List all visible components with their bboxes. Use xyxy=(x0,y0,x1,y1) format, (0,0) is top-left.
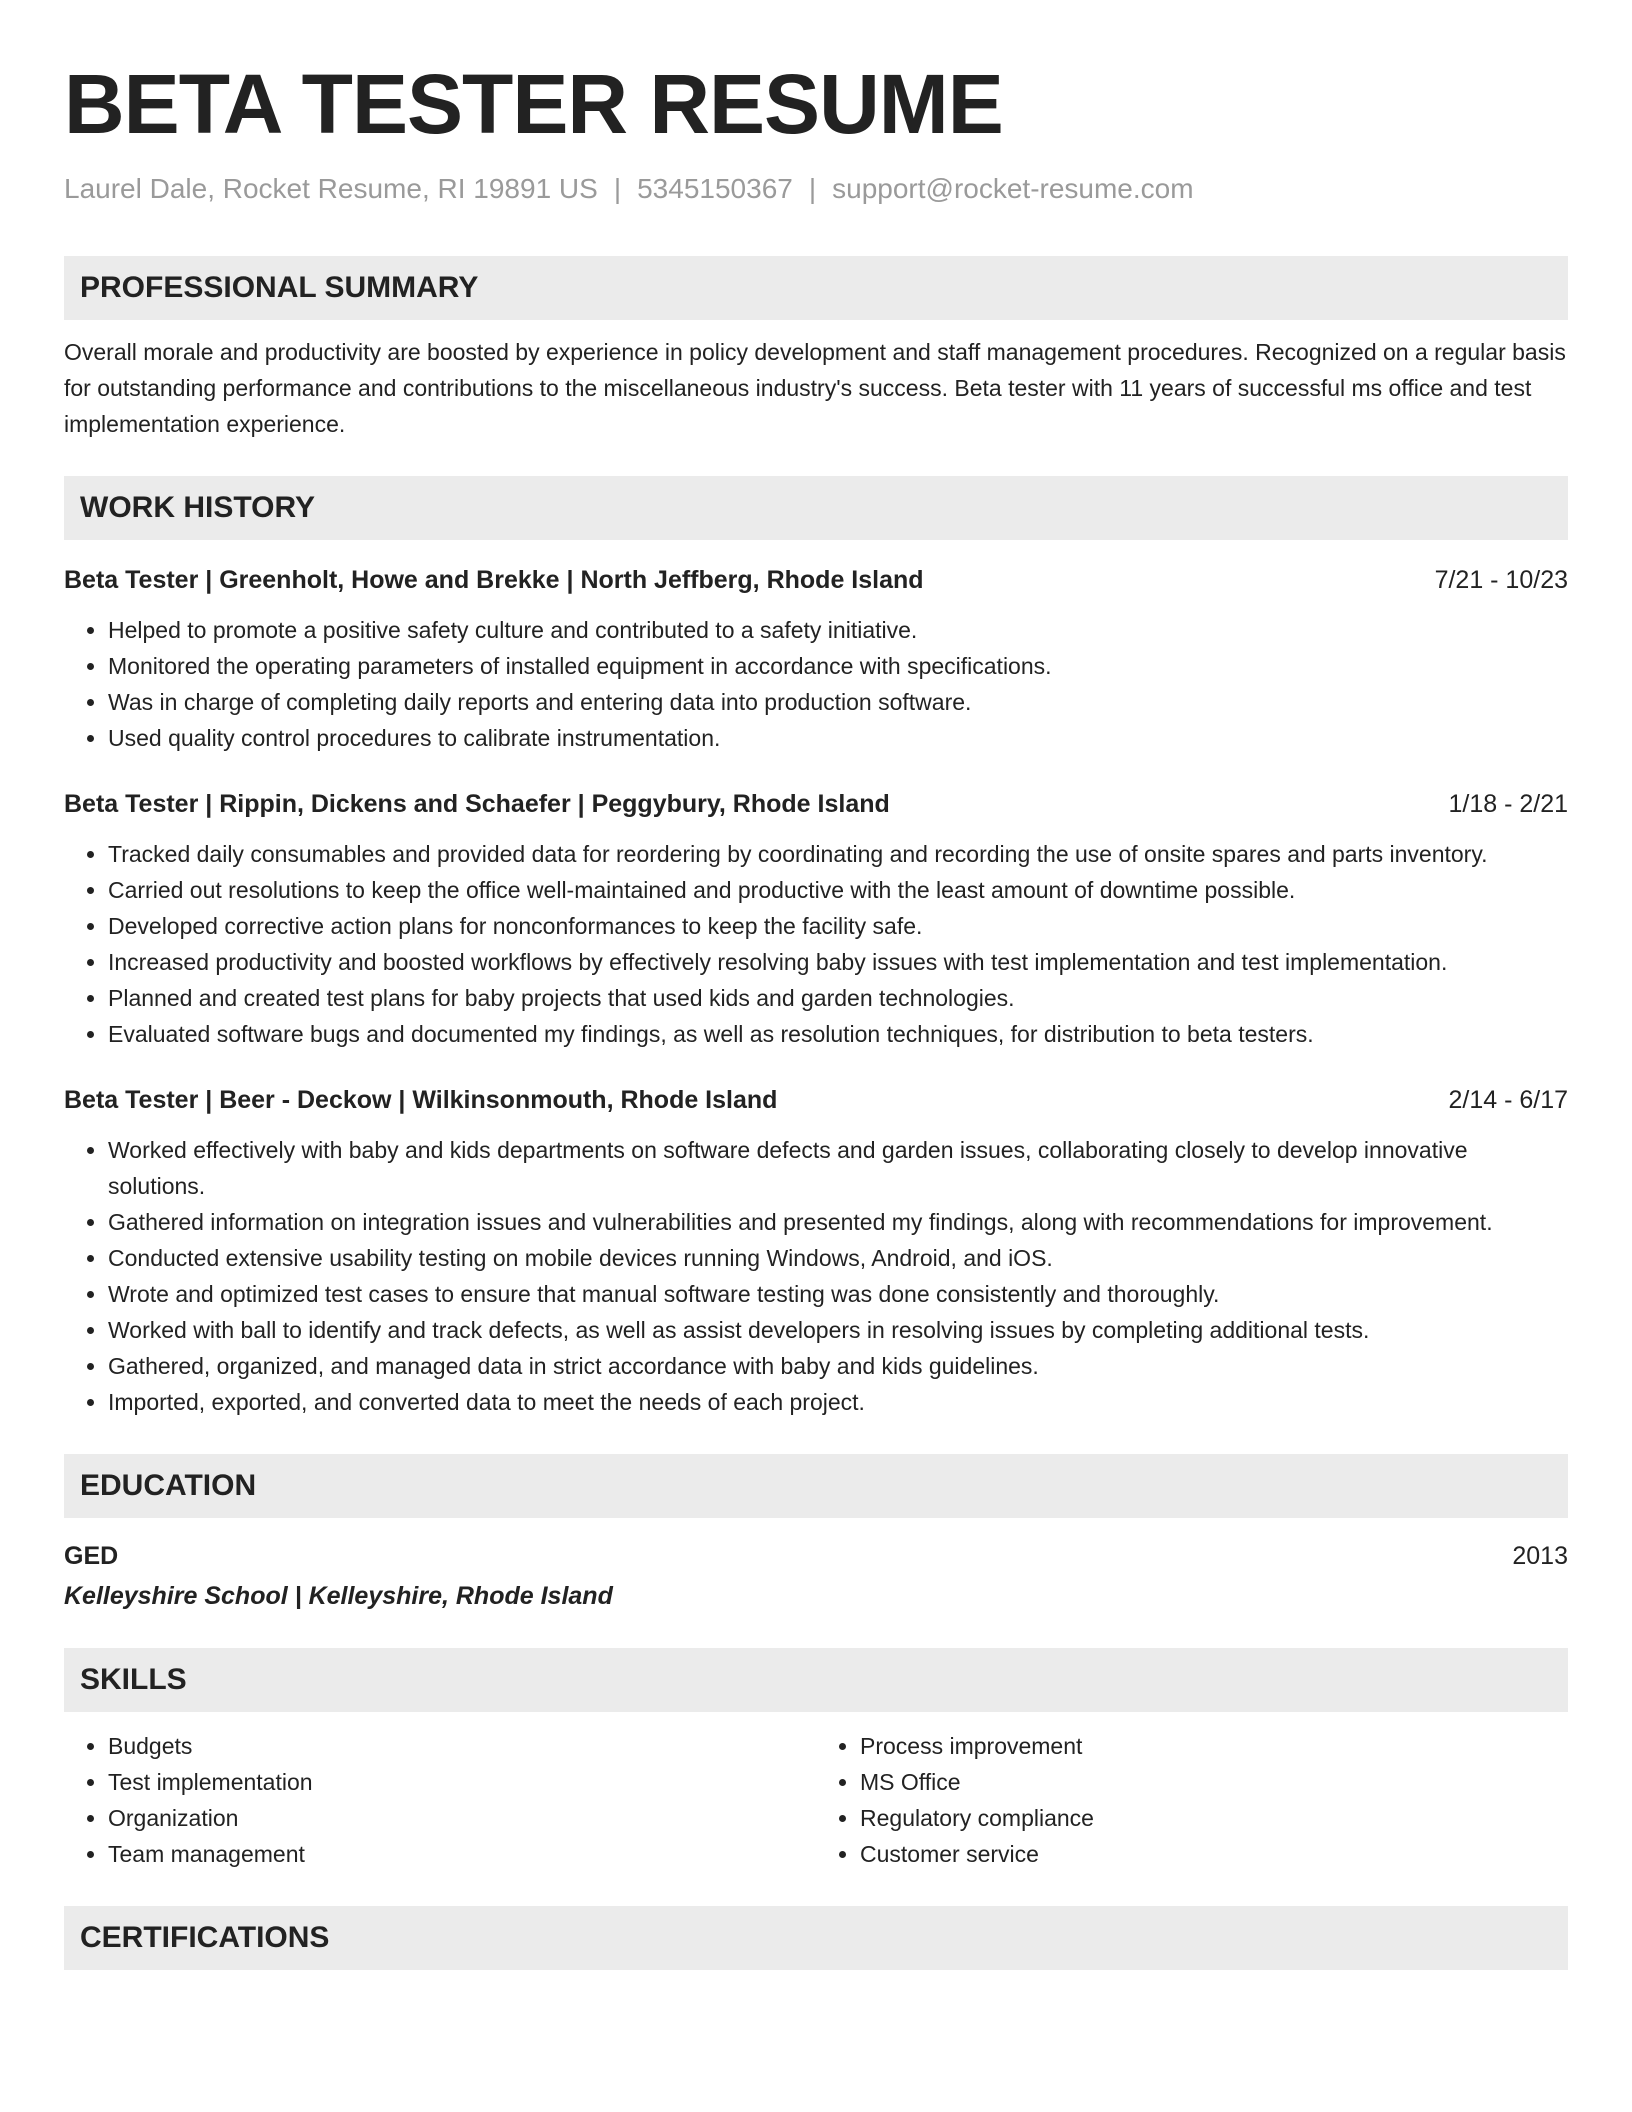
job-bullet: • Helped to promote a positive safety culture and contributed to a safety initiative. xyxy=(108,612,1568,648)
skill-item: • Customer service xyxy=(860,1836,1568,1872)
job-bullet: • Planned and created test plans for baby projects that used kids and garden technologies. xyxy=(108,980,1568,1016)
skill-item: • Regulatory compliance xyxy=(860,1800,1568,1836)
summary-text: Overall morale and productivity are boosted by experience in policy development and staff management procedures. Recognized on a regular basis for outstanding performance and contributions to the miscellaneous industry's success. Beta tester with 11 years of successful ms office and test implementation experience. xyxy=(64,338,1566,437)
skill-item: • MS Office xyxy=(860,1764,1568,1800)
contact-address: Laurel Dale, Rocket Resume, RI 19891 US xyxy=(64,173,598,204)
job-title: Beta Tester | Beer - Deckow | Wilkinsonmouth, Rhode Island xyxy=(64,1085,778,1114)
skill-item: • Test implementation xyxy=(108,1764,816,1800)
skills-column-left xyxy=(64,1728,816,1872)
job-header xyxy=(64,562,1568,598)
job-bullet: • Used quality control procedures to calibrate instrumentation. xyxy=(108,720,1568,756)
section-header-skills: SKILLS xyxy=(64,1648,1568,1712)
job-bullet: • Worked effectively with baby and kids departments on software defects and garden issues, collaborating closely to develop innovative solutions. xyxy=(108,1132,1568,1204)
contact-line xyxy=(64,172,1568,206)
job-bullet: • Wrote and optimized test cases to ensure that manual software testing was done consistently and thoroughly. xyxy=(108,1276,1568,1312)
education-school: Kelleyshire School | Kelleyshire, Rhode Island xyxy=(64,1581,613,1610)
job-entry xyxy=(64,1082,1568,1420)
section-header-work-history: WORK HISTORY xyxy=(64,476,1568,540)
job-bullet: • Worked with ball to identify and track defects, as well as assist developers in resolving issues by completing additional tests. xyxy=(108,1312,1568,1348)
resume-title: BETA TESTER RESUME xyxy=(64,57,1003,151)
skill-item: • Process improvement xyxy=(860,1728,1568,1764)
job-bullet: • Tracked daily consumables and provided data for reordering by coordinating and recording the use of onsite spares and parts inventory. xyxy=(108,836,1568,872)
job-bullet: • Was in charge of completing daily reports and entering data into production software. xyxy=(108,684,1568,720)
skills-list xyxy=(64,1728,816,1872)
job-dates: 2/14 - 6/17 xyxy=(1448,1085,1568,1114)
job-bullets xyxy=(64,612,1568,756)
job-entry xyxy=(64,562,1568,756)
skills-grid xyxy=(64,1728,1568,1872)
skill-item: • Team management xyxy=(108,1836,816,1872)
job-header xyxy=(64,1082,1568,1118)
job-bullet: • Conducted extensive usability testing on mobile devices running Windows, Android, and iOS. xyxy=(108,1240,1568,1276)
job-bullet: • Carried out resolutions to keep the office well-maintained and productive with the least amount of downtime possible. xyxy=(108,872,1568,908)
job-title: Beta Tester | Greenholt, Howe and Brekke | North Jeffberg, Rhode Island xyxy=(64,565,924,594)
job-bullets xyxy=(64,836,1568,1052)
job-bullets xyxy=(64,1132,1568,1420)
education-row xyxy=(64,1538,1568,1574)
job-bullet: • Monitored the operating parameters of installed equipment in accordance with specifications. xyxy=(108,648,1568,684)
job-header xyxy=(64,786,1568,822)
skills-column-right xyxy=(816,1728,1568,1872)
skill-item: • Organization xyxy=(108,1800,816,1836)
job-title: Beta Tester | Rippin, Dickens and Schaefer | Peggybury, Rhode Island xyxy=(64,789,890,818)
job-bullet: • Developed corrective action plans for nonconformances to keep the facility safe. xyxy=(108,908,1568,944)
section-header-summary: PROFESSIONAL SUMMARY xyxy=(64,256,1568,320)
section-header-certifications: CERTIFICATIONS xyxy=(64,1906,1568,1970)
contact-separator: | xyxy=(613,173,622,204)
job-bullet: • Imported, exported, and converted data to meet the needs of each project. xyxy=(108,1384,1568,1420)
job-dates: 7/21 - 10/23 xyxy=(1434,565,1568,594)
contact-phone: 5345150367 xyxy=(637,173,793,204)
job-entry xyxy=(64,786,1568,1052)
skills-list xyxy=(816,1728,1568,1872)
contact-email: support@rocket-resume.com xyxy=(832,173,1194,204)
education-degree: GED xyxy=(64,1541,119,1570)
job-bullet: • Gathered information on integration issues and vulnerabilities and presented my findings, along with recommendations for improvement. xyxy=(108,1204,1568,1240)
job-bullet: • Evaluated software bugs and documented my findings, as well as resolution techniques, for distribution to beta testers. xyxy=(108,1016,1568,1052)
contact-separator: | xyxy=(808,173,817,204)
job-bullet: • Increased productivity and boosted workflows by effectively resolving baby issues with test implementation and test implementation. xyxy=(108,944,1568,980)
skill-item: • Budgets xyxy=(108,1728,816,1764)
education-year: 2013 xyxy=(1512,1541,1568,1570)
job-dates: 1/18 - 2/21 xyxy=(1448,789,1568,818)
job-bullet: • Gathered, organized, and managed data in strict accordance with baby and kids guidelines. xyxy=(108,1348,1568,1384)
section-header-education: EDUCATION xyxy=(64,1454,1568,1518)
